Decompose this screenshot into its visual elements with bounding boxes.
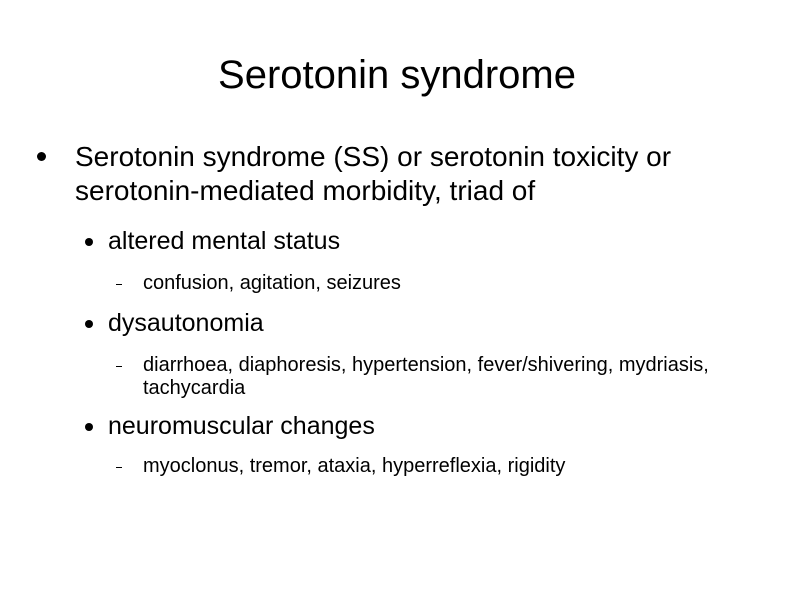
triad-item-detail: myoclonus, tremor, ataxia, hyperreflexia, rigidity	[143, 455, 566, 477]
triad-item-detail: diarrhoea, diaphoresis, hypertension, fever/shivering, mydriasis, tachycardia	[143, 354, 709, 399]
dash-icon	[116, 467, 122, 468]
dash-icon	[116, 366, 122, 367]
main-point-text: Serotonin syndrome (SS) or serotonin toxicity or serotonin-mediated morbidity, triad of	[75, 141, 672, 206]
bullet-icon	[85, 423, 93, 431]
triad-item-label: neuromuscular changes	[108, 412, 375, 440]
triad-item-label: altered mental status	[108, 227, 341, 255]
triad-item-detail: confusion, agitation, seizures	[143, 272, 401, 294]
bullet-icon	[85, 238, 93, 246]
slide-title: Serotonin syndrome	[218, 53, 576, 97]
bullet-icon	[37, 152, 46, 161]
triad-item-label: dysautonomia	[108, 309, 264, 337]
bullet-icon	[85, 320, 93, 328]
dash-icon	[116, 284, 122, 285]
